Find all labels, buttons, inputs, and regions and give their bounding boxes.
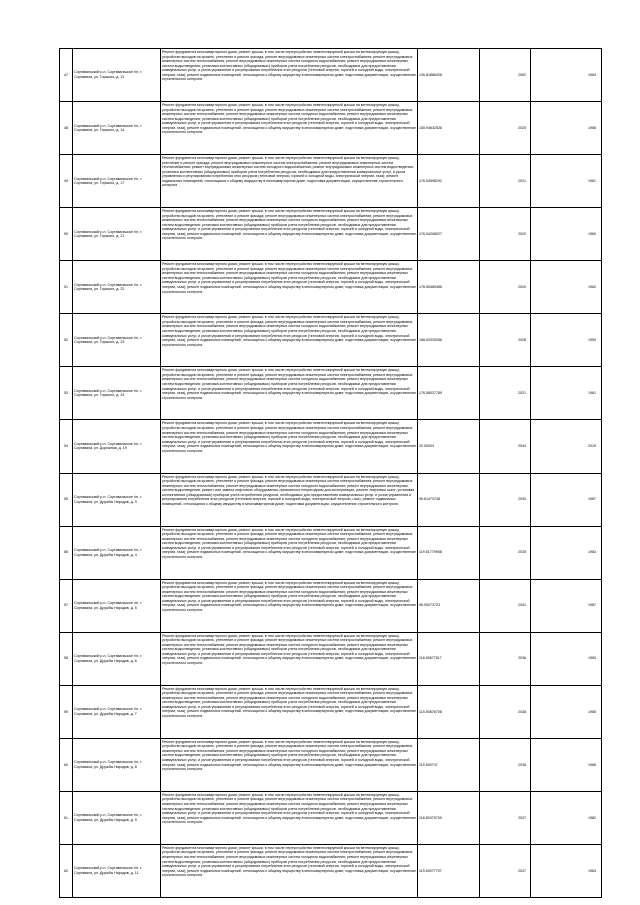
row-number-cell: 53 — [60, 367, 73, 420]
build-year-cell: 1987 — [531, 473, 602, 526]
row-number-cell: 62 — [60, 844, 73, 897]
table-body — [60, 49, 602, 898]
table-row — [60, 791, 602, 844]
table-row — [60, 632, 602, 685]
build-year-cell: 1958 — [531, 102, 602, 155]
address-cell: Сортавальский р-н, Сортавальское г/п, г. Сортавала, ул. Дружбы Народов, д. 6 — [73, 632, 161, 685]
build-year-cell: 1985 — [531, 685, 602, 738]
table-row — [60, 208, 602, 261]
works-list-cell: Ремонт фундамента многоквартирного дома; ремонт крыши, в том числе переустройство невентилируемой крыши на вентилируемую крышу, устройство выходов на кровлю, утепление и ремонт фасада; ремонт внутридомовых инженерных систем электроснабжения; ремонт внутридомовых инженерных систем теплоснабжения; ремонт внутридомовых инженерных систем холодного водоснабжения; ремонт внутридомовых инженерных систем водоотведения; установка коллективных (общедомовых) приборов учета потребления ресурсов, необходимых для предоставления коммунальных услуг, и узлов управления и регулирования потребления этих ресурсов (тепловой энергии, горячей и холодной воды, электрической энергии, газа); ремонт подвальных помещений, относящихся к общему имуществу в многоквартирном доме; подготовка документации, осуществление строительного контроля — [161, 685, 418, 738]
planned-year-cell: 2037 — [480, 791, 531, 844]
table-row — [60, 685, 602, 738]
works-list-cell: Ремонт фундамента многоквартирного дома; ремонт крыши, в том числе переустройство невентилируемой крыши на вентилируемую крышу, устройство выходов на кровлю, утепление и ремонт фасада; ремонт внутридомовых инженерных систем электроснабжения; ремонт внутридомовых инженерных систем теплоснабжения; ремонт внутридомовых инженерных систем холодного водоснабжения; ремонт внутридомовых инженерных систем водоотведения; установка коллективных (общедомовых) приборов учета потребления ресурсов, необходимых для предоставления коммунальных услуг, и узлов управления и регулирования потребления этих ресурсов (тепловой энергии, горячей и холодной воды, электрической энергии, газа); ремонт подвальных помещений, относящихся к общему имуществу в многоквартирном доме; подготовка документации, осуществление строительного контроля — [161, 526, 418, 579]
address-cell: Сортавальский р-н, Сортавальское г/п, г. Сортавала, ул. Горького, д. 22 — [73, 261, 161, 314]
row-number-cell: 51 — [60, 261, 73, 314]
works-list-cell: Ремонт фундамента многоквартирного дома; ремонт крыши, в том числе переустройство невентилируемой крыши на вентилируемую крышу, устройство выходов на кровлю, утепление и ремонт фасада; ремонт внутридомовых инженерных систем электроснабжения; ремонт внутридомовых инженерных систем теплоснабжения; ремонт внутридомовых инженерных систем холодного водоснабжения; ремонт внутридомовых инженерных систем водоотведения; установка коллективных (общедомовых) приборов учета потребления ресурсов, необходимых для предоставления коммунальных услуг, и узлов управления и регулирования потребления этих ресурсов (тепловой энергии, горячей и холодной воды, электрической энергии, газа); ремонт подвальных помещений, относящихся к общему имуществу в многоквартирном доме; подготовка документации, осуществление строительного контроля — [161, 791, 418, 844]
planned-year-cell: 2035 — [480, 526, 531, 579]
works-list-cell: Ремонт фундамента многоквартирного дома; ремонт крыши, в том числе переустройство невентилируемой крыши на вентилируемую крышу, утепление и ремонт фасада; ремонт внутридомовых инженерных систем электроснабжения; ремонт внутридомовых инженерных систем теплоснабжения; ремонт внутридомовых инженерных систем холодного водоснабжения; ремонт внутридомовых инженерных систем водоотведения; установка коллективных (общедомовых) приборов учета потребления ресурсов, необходимых для предоставления коммунальных услуг, и узлов управления и регулирования потребления этих ресурсов (тепловой энергии, горячей и холодной воды, электрической энергии, газа); ремонт подвальных помещений, относящихся к общему имуществу в многоквартирном доме; подготовка документации, осуществление строительного контроля — [161, 155, 418, 208]
row-number-cell: 48 — [60, 102, 73, 155]
row-number-cell: 50 — [60, 208, 73, 261]
capital-repair-table — [59, 48, 602, 898]
cost-cell: 176.54998292 — [418, 155, 480, 208]
table-row — [60, 102, 602, 155]
address-cell: Сортавальский р-н, Сортавальское г/п, г. Сортавала, ул. Дружбы Народов, д. 9 — [73, 791, 161, 844]
row-number-cell: 49 — [60, 155, 73, 208]
planned-year-cell: 2021 — [480, 367, 531, 420]
table-row — [60, 420, 602, 473]
row-number-cell: 47 — [60, 49, 73, 102]
works-list-cell: Ремонт фундамента многоквартирного дома; ремонт крыши, в том числе переустройство невентилируемой крыши на вентилируемую крышу, устройство выходов на кровлю, утепление и ремонт фасада; ремонт внутридомовых инженерных систем электроснабжения; ремонт внутридомовых инженерных систем теплоснабжения; ремонт внутридомовых инженерных систем холодного водоснабжения; ремонт внутридомовых инженерных систем водоотведения; установка коллективных (общедомовых) приборов учета потребления ресурсов, необходимых для предоставления коммунальных услуг, и узлов управления и регулирования потребления этих ресурсов (тепловой энергии, горячей и холодной воды, электрической энергии, газа); ремонт подвальных помещений, относящихся к общему имуществу в многоквартирном доме; подготовка документации, осуществление строительного контроля — [161, 261, 418, 314]
works-list-cell: Ремонт фундамента многоквартирного дома; ремонт крыши, в том числе переустройство невентилируемой крыши на вентилируемую крышу, устройство выходов на кровлю, утепление и ремонт фасада; ремонт внутридомовых инженерных систем электроснабжения; ремонт внутридомовых инженерных систем теплоснабжения; ремонт внутридомовых инженерных систем холодного водоснабжения; ремонт внутридомовых инженерных систем водоотведения; установка коллективных (общедомовых) приборов учета потребления ресурсов, необходимых для предоставления коммунальных услуг, и узлов управления и регулирования потребления этих ресурсов (тепловой энергии, горячей и холодной воды, электрической энергии, газа); ремонт подвальных помещений, относящихся к общему имуществу в многоквартирном доме; подготовка документации, осуществление строительного контроля — [161, 208, 418, 261]
works-list-cell: Ремонт фундамента многоквартирного дома; ремонт крыши, в том числе переустройство невентилируемой крыши на вентилируемую крышу, устройство выходов на кровлю, утепление и ремонт фасада; ремонт внутридомовых инженерных систем электроснабжения; ремонт внутридомовых инженерных систем теплоснабжения; ремонт внутридомовых инженерных систем холодного водоснабжения; ремонт внутридомовых инженерных систем водоотведения; установка коллективных (общедомовых) приборов учета потребления ресурсов, необходимых для предоставления коммунальных услуг, и узлов управления и регулирования потребления этих ресурсов (тепловой энергии, горячей и холодной воды, электрической энергии, газа); ремонт подвальных помещений, относящихся к общему имуществу в многоквартирном доме; подготовка документации, осуществление строительного контроля — [161, 579, 418, 632]
address-cell: Сортавальский р-н, Сортавальское г/п, г. Сортавала, ул. Дружбы Народов, д. 3 — [73, 473, 161, 526]
build-year-cell: 1986 — [531, 738, 602, 791]
address-cell: Сортавальский р-н, Сортавальское г/п, г. Сортавала, ул. Горького, д. 17 — [73, 155, 161, 208]
table-row — [60, 579, 602, 632]
cost-cell: 119.51779958 — [418, 526, 480, 579]
planned-year-cell: 2038 — [480, 685, 531, 738]
works-list-cell: Ремонт фундамента многоквартирного дома; ремонт крыши, в том числе переустройство невентилируемой крыши на вентилируемую крышу, устройство выходов на кровлю, утепление и ремонт фасада; ремонт внутридомовых инженерных систем электроснабжения; ремонт внутридомовых инженерных систем теплоснабжения; ремонт внутридомовых инженерных систем холодного водоснабжения; ремонт внутридомовых инженерных систем водоотведения; установка коллективных (общедомовых) приборов учета потребления ресурсов, необходимых для предоставления коммунальных услуг, и узлов управления и регулирования потребления этих ресурсов (тепловой энергии, горячей и холодной воды, электрической энергии, газа); ремонт подвальных помещений, относящихся к общему имуществу в многоквартирном доме; подготовка документации, осуществление строительного контроля — [161, 738, 418, 791]
address-cell: Сортавальский р-н, Сортавальское г/п, г. Сортавала, ул. Дружбы Народов, д. 8 — [73, 738, 161, 791]
address-cell: Сортавальский р-н, Сортавальское г/п, г. Сортавала, ул. Горького, д. 12 — [73, 49, 161, 102]
table-row — [60, 155, 602, 208]
row-number-cell: 55 — [60, 473, 73, 526]
build-year-cell: 2015 — [531, 420, 602, 473]
planned-year-cell: 2037 — [480, 844, 531, 897]
address-cell: Сортавальский р-н, Сортавальское г/п, г. Сортавала, ул. Дружбы Народов, д. 7 — [73, 685, 161, 738]
cost-cell: 168.63330056 — [418, 314, 480, 367]
cost-cell: 116.50379709 — [418, 791, 480, 844]
planned-year-cell: 2092 — [480, 49, 531, 102]
works-list-cell: Ремонт фундамента многоквартирного дома; ремонт крыши, в том числе переустройство невентилируемой крыши на вентилируемую крышу, устройство выходов на кровлю, утепление и ремонт фасада; ремонт внутридомовых инженерных систем электроснабжения; ремонт внутридомовых инженерных систем теплоснабжения; ремонт внутридомовых инженерных систем холодного водоснабжения; ремонт внутридомовых инженерных систем водоотведения; установка коллективных (общедомовых) приборов учета потребления ресурсов, необходимых для предоставления коммунальных услуг, и узлов управления и регулирования потребления этих ресурсов (тепловой энергии, горячей и холодной воды, электрической энергии, газа); ремонт подвальных помещений, относящихся к общему имуществу в многоквартирном доме; подготовка документации, осуществление строительного контроля — [161, 367, 418, 420]
works-list-cell: Ремонт фундамента многоквартирного дома; ремонт крыши, в том числе переустройство невентилируемой крыши на вентилируемую крышу, устройство выходов на кровлю, утепление и ремонт фасада; ремонт внутридомовых инженерных систем электроснабжения; ремонт внутридомовых инженерных систем теплоснабжения; ремонт внутридомовых инженерных систем холодного водоснабжения; ремонт внутридомовых инженерных систем водоотведения; установка коллективных (общедомовых) приборов учета потребления ресурсов, необходимых для предоставления коммунальных услуг, и узлов управления и регулирования потребления этих ресурсов (тепловой энергии, горячей и холодной воды, электрической энергии, газа); ремонт подвальных помещений, относящихся к общему имуществу в многоквартирном доме; подготовка документации, осуществление строительного контроля — [161, 420, 418, 473]
works-list-cell: Ремонт фундамента многоквартирного дома; ремонт крыши, в том числе переустройство невентилируемой крыши на вентилируемую крышу, устройство выходов на кровлю, утепление и ремонт фасада; ремонт внутридомовых инженерных систем электроснабжения; ремонт внутридомовых инженерных систем теплоснабжения; ремонт внутридомовых инженерных систем холодного водоснабжения; ремонт внутридомовых инженерных систем водоотведения; установка коллективных (общедомовых) приборов учета потребления ресурсов, необходимых для предоставления коммунальных услуг, и узлов управления и регулирования потребления этих ресурсов (тепловой энергии, горячей и холодной воды, электрической энергии, газа); ремонт подвальных помещений, относящихся к общему имуществу в многоквартирном доме; подготовка документации, осуществление строительного контроля — [161, 844, 418, 897]
table-row — [60, 844, 602, 897]
table-row — [60, 49, 602, 102]
cost-cell: 176.54298027 — [418, 208, 480, 261]
row-number-cell: 52 — [60, 314, 73, 367]
planned-year-cell: 2044 — [480, 420, 531, 473]
cost-cell: 176.55489466 — [418, 261, 480, 314]
row-number-cell: 58 — [60, 632, 73, 685]
planned-year-cell: 2041 — [480, 579, 531, 632]
build-year-cell: 1960 — [531, 208, 602, 261]
address-cell: Сортавальский р-н, Сортавальское г/п, г. Сортавала, ул. Горького, д. 23 — [73, 314, 161, 367]
row-number-cell: 56 — [60, 526, 73, 579]
build-year-cell: 1983 — [531, 526, 602, 579]
build-year-cell: 1983 — [531, 632, 602, 685]
cost-cell: 115.500747 — [418, 738, 480, 791]
address-cell: Сортавальский р-н, Сортавальское г/п, г. Сортавала, ул. Горького, д. 14 — [73, 102, 161, 155]
works-list-cell: Ремонт фундамента многоквартирного дома; ремонт крыши, в том числе переустройство невентилируемой крыши на вентилируемую крышу, устройство выходов на кровлю, утепление и ремонт фасада; ремонт внутридомовых инженерных систем электроснабжения; ремонт внутридомовых инженерных систем теплоснабжения; ремонт внутридомовых инженерных систем холодного водоснабжения; ремонт внутридомовых инженерных систем водоотведения; ремонт или замена лифтового оборудования, признанного непригодным для эксплуатации, ремонт лифтовых шахт; установка коллективных (общедомовых) приборов учета потребления ресурсов, необходимых для предоставления коммунальных услуг, и узлов управления и регулирования потребления этих ресурсов (тепловой энергии, горячей и холодной воды, электрической энергии, газа); ремонт подвальных помещений, относящихся к общему имуществу в многоквартирном доме; подготовка документации, осуществление строительного контроля — [161, 473, 418, 526]
address-cell: Сортавальский р-н, Сортавальское г/п, г. Сортавала, ул. Горького, д. 21 — [73, 208, 161, 261]
cost-cell: 176.58037789 — [418, 367, 480, 420]
address-cell: Сортавальский р-н, Сортавальское г/п, г. Сортавала, ул. Дружбы Народов, д. 5 — [73, 579, 161, 632]
planned-year-cell: 2021 — [480, 155, 531, 208]
table-row — [60, 314, 602, 367]
address-cell: Сортавальский р-н, Сортавальское г/п, г. Сортавала, ул. Дорожная, д. 19 — [73, 420, 161, 473]
build-year-cell: 1961 — [531, 367, 602, 420]
address-cell: Сортавальский р-н, Сортавальское г/п, г. Сортавала, ул. Дружбы Народов, д. 11 — [73, 844, 161, 897]
table-row — [60, 738, 602, 791]
table-row — [60, 261, 602, 314]
cost-cell: 155.94632526 — [418, 102, 480, 155]
row-number-cell: 59 — [60, 685, 73, 738]
build-year-cell: 1982 — [531, 791, 602, 844]
cost-cell: 115.50876708 — [418, 685, 480, 738]
table-row — [60, 526, 602, 579]
cost-cell: 118.50677517 — [418, 632, 480, 685]
planned-year-cell: 2020 — [480, 208, 531, 261]
planned-year-cell: 2028 — [480, 314, 531, 367]
build-year-cell: 1961 — [531, 155, 602, 208]
build-year-cell: 1984 — [531, 49, 602, 102]
table-row — [60, 367, 602, 420]
cost-cell: 115.50077707 — [418, 844, 480, 897]
build-year-cell: 1987 — [531, 579, 602, 632]
row-number-cell: 54 — [60, 420, 73, 473]
cost-cell: 96.90073723 — [418, 579, 480, 632]
works-list-cell: Ремонт фундамента многоквартирного дома; ремонт крыши, в том числе переустройство невентилируемой крыши на вентилируемую крышу, устройство выходов на кровлю, утепление и ремонт фасада; ремонт внутридомовых инженерных систем электроснабжения; ремонт внутридомовых инженерных систем теплоснабжения; ремонт внутридомовых инженерных систем холодного водоснабжения; ремонт внутридомовых инженерных систем водоотведения; установка коллективных (общедомовых) приборов учета потребления ресурсов, необходимых для предоставления коммунальных услуг, и узлов управления и регулирования потребления этих ресурсов (тепловой энергии, горячей и холодной воды, электрической энергии, газа); ремонт подвальных помещений, относящихся к общему имуществу в многоквартирном доме; подготовка документации, осуществление строительного контроля — [161, 49, 418, 102]
row-number-cell: 61 — [60, 791, 73, 844]
planned-year-cell: 2020 — [480, 261, 531, 314]
build-year-cell: 1962 — [531, 261, 602, 314]
planned-year-cell: 2025 — [480, 102, 531, 155]
address-cell: Сортавальский р-н, Сортавальское г/п, г. Сортавала, ул. Дружбы Народов, д. 4 — [73, 526, 161, 579]
cost-cell: 20.50003 — [418, 420, 480, 473]
cost-cell: 126.81886426 — [418, 49, 480, 102]
table-row — [60, 473, 602, 526]
cost-cell: 95.61473748 — [418, 473, 480, 526]
build-year-cell: 1959 — [531, 314, 602, 367]
planned-year-cell: 2038 — [480, 738, 531, 791]
planned-year-cell: 2036 — [480, 632, 531, 685]
build-year-cell: 1983 — [531, 844, 602, 897]
row-number-cell: 60 — [60, 738, 73, 791]
address-cell: Сортавальский р-н, Сортавальское г/п, г. Сортавала, ул. Горького, д. 24 — [73, 367, 161, 420]
works-list-cell: Ремонт фундамента многоквартирного дома; ремонт крыши, в том числе переустройство невентилируемой крыши на вентилируемую крышу, устройство выходов на кровлю, утепление и ремонт фасада; ремонт внутридомовых инженерных систем электроснабжения; ремонт внутридомовых инженерных систем теплоснабжения; ремонт внутридомовых инженерных систем холодного водоснабжения; ремонт внутридомовых инженерных систем водоотведения; установка коллективных (общедомовых) приборов учета потребления ресурсов, необходимых для предоставления коммунальных услуг, и узлов управления и регулирования потребления этих ресурсов (тепловой энергии, горячей и холодной воды, электрической энергии, газа); ремонт подвальных помещений, относящихся к общему имуществу в многоквартирном доме; подготовка документации, осуществление строительного контроля — [161, 102, 418, 155]
planned-year-cell: 2030 — [480, 473, 531, 526]
works-list-cell: Ремонт фундамента многоквартирного дома; ремонт крыши, в том числе переустройство невентилируемой крыши на вентилируемую крышу, устройство выходов на кровлю, утепление и ремонт фасада; ремонт внутридомовых инженерных систем электроснабжения; ремонт внутридомовых инженерных систем теплоснабжения; ремонт внутридомовых инженерных систем холодного водоснабжения; ремонт внутридомовых инженерных систем водоотведения; установка коллективных (общедомовых) приборов учета потребления ресурсов, необходимых для предоставления коммунальных услуг, и узлов управления и регулирования потребления этих ресурсов (тепловой энергии, горячей и холодной воды, электрической энергии, газа); ремонт подвальных помещений, относящихся к общему имуществу в многоквартирном доме; подготовка документации, осуществление строительного контроля — [161, 632, 418, 685]
works-list-cell: Ремонт фундамента многоквартирного дома; ремонт крыши, в том числе переустройство невентилируемой крыши на вентилируемую крышу, устройство выходов на кровлю, утепление и ремонт фасада; ремонт внутридомовых инженерных систем электроснабжения; ремонт внутридомовых инженерных систем теплоснабжения; ремонт внутридомовых инженерных систем холодного водоснабжения; ремонт внутридомовых инженерных систем водоотведения; установка коллективных (общедомовых) приборов учета потребления ресурсов, необходимых для предоставления коммунальных услуг, и узлов управления и регулирования потребления этих ресурсов (тепловой энергии, горячей и холодной воды, электрической энергии, газа); ремонт подвальных помещений, относящихся к общему имуществу в многоквартирном доме; подготовка документации, осуществление строительного контроля — [161, 314, 418, 367]
row-number-cell: 57 — [60, 579, 73, 632]
